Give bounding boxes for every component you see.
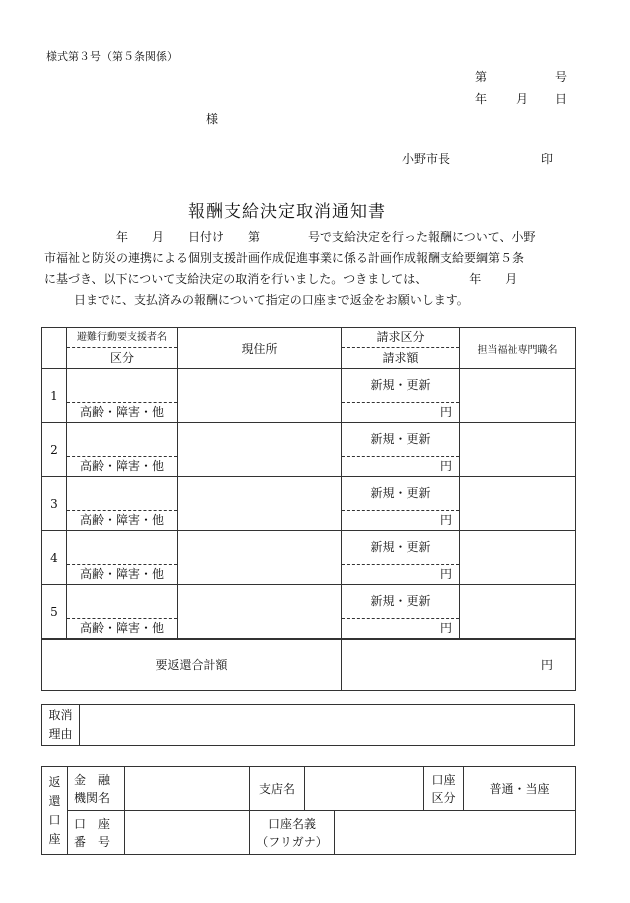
reason-label-2: 理由 [48, 727, 73, 741]
page-title: 報酬支給決定取消通知書 [188, 202, 386, 222]
date-day: 日 [555, 92, 568, 106]
total-label: 要返還合計額 [42, 639, 342, 690]
header-number-cell [42, 328, 67, 369]
request-amount-yen: 円 [439, 405, 452, 419]
refund-account-label [42, 767, 68, 855]
branch-name-field[interactable] [305, 767, 424, 811]
staff-field[interactable] [460, 477, 576, 531]
refund-label-char: 還 [48, 793, 61, 808]
row-number: 1 [42, 369, 67, 423]
row-number: 5 [42, 585, 67, 640]
header-request-cell [342, 328, 460, 369]
request-cell [342, 423, 460, 477]
name-field[interactable] [67, 423, 177, 457]
form-number: 様式第３号（第５条関係） [46, 50, 178, 63]
request-type-options: 新規・更新 [342, 477, 459, 511]
name-category-cell [67, 423, 178, 477]
body-line-3: に基づき、以下について支給決定の取消を行いました。つきましては、 年 月 [44, 272, 518, 286]
reason-label-1: 取消 [48, 708, 73, 722]
table-row [42, 369, 576, 423]
account-type-options: 普通・当座 [464, 767, 576, 811]
refund-label-char: 座 [48, 831, 61, 846]
row-number: 3 [42, 477, 67, 531]
table-header-row [42, 328, 576, 369]
address-field[interactable] [178, 369, 342, 423]
staff-field[interactable] [460, 369, 576, 423]
header-address: 現住所 [178, 328, 342, 369]
request-amount-yen: 円 [439, 513, 452, 527]
account-holder-label [250, 811, 335, 855]
header-staff: 担当福祉専門職名 [460, 328, 576, 369]
document-number-prefix: 第 [475, 70, 488, 84]
document-number-suffix: 号 [555, 70, 568, 84]
body-line-1: 年 月 日付け 第 号で支給決定を行った報酬について、小野 [116, 230, 536, 244]
account-type-label-1: 口座 [431, 772, 456, 787]
name-field[interactable] [67, 585, 177, 619]
name-category-cell [67, 477, 178, 531]
request-cell [342, 477, 460, 531]
refund-label-char: 口 [48, 812, 61, 827]
issuer-name: 小野市長 [402, 152, 451, 166]
body-line-2: 市福祉と防災の連携による個別支援計画作成促進事業に係る計画作成報酬支給要綱第５条 [44, 251, 525, 265]
category-options: 高齢・障害・他 [79, 459, 164, 473]
account-holder-field[interactable] [335, 811, 576, 855]
request-cell [342, 369, 460, 423]
refund-label-char: 返 [48, 774, 61, 789]
row-number: 2 [42, 423, 67, 477]
bank-name-label [68, 767, 125, 811]
address-field[interactable] [178, 585, 342, 640]
account-holder-label-2: （フリガナ） [256, 834, 328, 849]
reason-label [42, 705, 80, 746]
address-field[interactable] [178, 477, 342, 531]
table-row [42, 423, 576, 477]
name-field[interactable] [67, 531, 177, 565]
notice-body [44, 227, 584, 311]
account-number-label [68, 811, 125, 855]
account-number-label-1: 口 座 [74, 816, 111, 831]
account-number-field[interactable] [125, 811, 250, 855]
table-row [42, 531, 576, 585]
header-name-category-cell [67, 328, 178, 369]
header-request-type: 請求区分 [342, 328, 459, 348]
name-category-cell [67, 369, 178, 423]
request-amount-yen: 円 [439, 621, 452, 635]
date-year: 年 [475, 92, 488, 106]
request-amount-yen: 円 [439, 459, 452, 473]
category-options: 高齢・障害・他 [79, 513, 164, 527]
addressee-suffix: 様 [206, 112, 219, 126]
staff-field[interactable] [460, 531, 576, 585]
header-category: 区分 [109, 351, 134, 365]
date-month: 月 [516, 92, 529, 106]
bank-name-label-2: 機関名 [74, 790, 111, 805]
address-field[interactable] [178, 531, 342, 585]
address-field[interactable] [178, 423, 342, 477]
request-cell [342, 585, 460, 640]
name-category-cell [67, 531, 178, 585]
category-options: 高齢・障害・他 [79, 567, 164, 581]
header-request-amount: 請求額 [382, 351, 419, 365]
total-amount-yen: 円 [342, 639, 576, 690]
request-amount-yen: 円 [439, 567, 452, 581]
account-number-label-2: 番 号 [74, 834, 111, 849]
category-options: 高齢・障害・他 [79, 405, 164, 419]
reason-field[interactable] [80, 705, 575, 746]
staff-field[interactable] [460, 585, 576, 640]
account-holder-label-1: 口座名義 [267, 816, 316, 831]
account-type-label-2: 区分 [431, 790, 456, 805]
request-type-options: 新規・更新 [342, 585, 459, 619]
request-type-options: 新規・更新 [342, 369, 459, 403]
name-field[interactable] [67, 477, 177, 511]
table-row [42, 477, 576, 531]
category-options: 高齢・障害・他 [79, 621, 164, 635]
branch-name-label: 支店名 [250, 767, 305, 811]
staff-field[interactable] [460, 423, 576, 477]
total-row [42, 639, 576, 690]
refund-account-table [41, 766, 576, 855]
request-type-options: 新規・更新 [342, 531, 459, 565]
name-field[interactable] [67, 369, 177, 403]
header-name: 避難行動要支援者名 [67, 328, 177, 348]
request-type-options: 新規・更新 [342, 423, 459, 457]
row-number: 4 [42, 531, 67, 585]
account-type-label [424, 767, 464, 811]
reason-table [41, 704, 575, 746]
body-line-4: 日までに、支払済みの報酬について指定の口座まで返金をお願いします。 [74, 293, 469, 307]
bank-name-label-1: 金 融 [74, 772, 111, 787]
table-row [42, 585, 576, 640]
cancellation-table [41, 327, 576, 691]
name-category-cell [67, 585, 178, 640]
bank-name-field[interactable] [125, 767, 250, 811]
request-cell [342, 531, 460, 585]
issuer-seal: 印 [541, 152, 554, 166]
